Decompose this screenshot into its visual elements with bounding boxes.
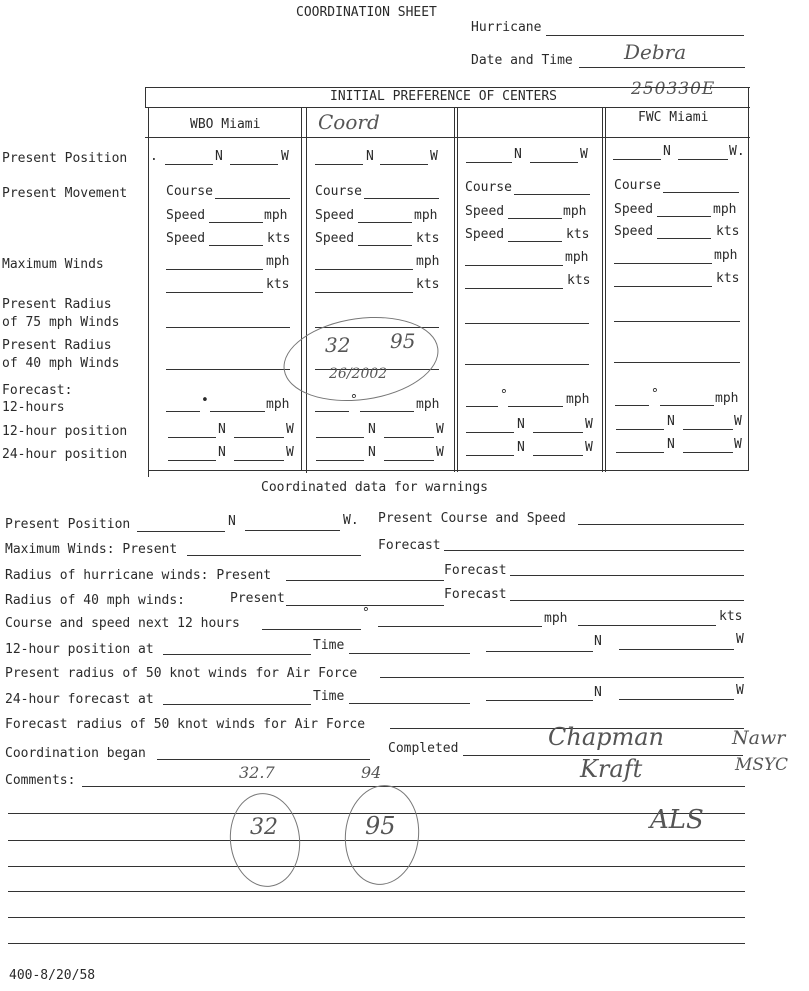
row-label-24-hour-position: 24-hour position bbox=[2, 447, 128, 462]
hurricane-field[interactable] bbox=[546, 35, 744, 36]
table-right-border bbox=[748, 87, 749, 471]
coord-pos24-lon-field[interactable] bbox=[384, 460, 434, 461]
coord-note-oval bbox=[278, 308, 444, 411]
form-id: 400-8/20/58 bbox=[9, 968, 96, 983]
wbo-mph-unit: mph bbox=[264, 208, 288, 223]
cd-radius50-af-label: Present radius of 50 knot winds for Air Force bbox=[5, 666, 358, 681]
row-label-12-hour-position: 12-hour position bbox=[2, 424, 128, 439]
row-label-12-hours: 12-hours bbox=[2, 400, 65, 415]
cd-pos12-at-field[interactable] bbox=[163, 654, 311, 655]
cd-max-winds-label: Maximum Winds: Present bbox=[5, 542, 178, 557]
comment-circled-lon: 95 bbox=[365, 812, 396, 840]
hurricane-handwritten: Debra bbox=[624, 40, 687, 64]
fwc-pos12-lat-field[interactable] bbox=[616, 429, 664, 430]
wbo-maxwind-kts-field[interactable] bbox=[166, 292, 263, 293]
coord-maxwind-kts-field[interactable] bbox=[315, 292, 413, 293]
coord-speed-kts-field[interactable] bbox=[358, 245, 412, 246]
comment-number-lat: 32.7 bbox=[239, 763, 275, 782]
col3-speed-kts-field[interactable] bbox=[508, 241, 562, 242]
cd-max-winds-forecast-label: Forecast bbox=[378, 538, 441, 553]
table-header-border bbox=[145, 107, 750, 108]
wbo-maxwind-kts-unit: kts bbox=[266, 277, 290, 292]
cd-forecast24-time-field[interactable] bbox=[349, 703, 470, 704]
wbo-speed-mph-label: Speed bbox=[166, 208, 206, 223]
cd-course-next-field[interactable] bbox=[262, 629, 361, 630]
form-title: COORDINATION SHEET bbox=[296, 5, 437, 20]
wbo-position-lat-field[interactable] bbox=[165, 164, 213, 165]
coord-forecast-speed-field[interactable] bbox=[360, 411, 414, 412]
wbo-course-field[interactable] bbox=[215, 198, 290, 199]
cd-present-position-label: Present Position bbox=[5, 517, 131, 532]
wbo-pos24-lat-field[interactable] bbox=[168, 460, 216, 461]
column-header-coord: Coord bbox=[318, 110, 380, 134]
cd-course-speed-next-label: Course and speed next 12 hours bbox=[5, 616, 240, 631]
cd-present-position-lat-field[interactable] bbox=[137, 531, 225, 532]
col3-radius40-field[interactable] bbox=[465, 364, 589, 365]
signature-chapman: Chapman bbox=[548, 723, 665, 751]
signature-msyc: MSYC bbox=[735, 755, 788, 775]
cd-present-course-speed-field[interactable] bbox=[578, 524, 744, 525]
wbo-speed-kts-label: Speed bbox=[166, 231, 206, 246]
cd-completed-label: Completed bbox=[388, 741, 459, 756]
wbo-forecast-dir-field[interactable] bbox=[166, 411, 200, 412]
cd-forecast24-at-field[interactable] bbox=[163, 704, 311, 705]
fwc-position-lat-field[interactable] bbox=[613, 159, 661, 160]
col3-radius75-field[interactable] bbox=[465, 323, 589, 324]
cd-speed-next-mph-field[interactable] bbox=[378, 626, 542, 627]
cd-present-position-lon-field[interactable] bbox=[245, 530, 340, 531]
hurricane-label: Hurricane bbox=[471, 20, 542, 35]
fwc-course-field[interactable] bbox=[663, 192, 739, 193]
comments-line-5[interactable] bbox=[8, 891, 745, 892]
coord-note-lon: 95 bbox=[390, 329, 416, 353]
fwc-forecast-speed-field[interactable] bbox=[660, 405, 714, 406]
comments-line-6[interactable] bbox=[8, 917, 745, 918]
col3-pos12-lon-field[interactable] bbox=[533, 432, 583, 433]
coord-speed-mph-field[interactable] bbox=[358, 222, 412, 223]
col3-speed-mph-field[interactable] bbox=[508, 218, 562, 219]
coord-pos24-lat-field[interactable] bbox=[316, 460, 364, 461]
cd-forecast24-lat-field[interactable] bbox=[486, 700, 593, 701]
cd-radius40-forecast-field[interactable] bbox=[510, 600, 744, 601]
row-label-maximum-winds: Maximum Winds bbox=[2, 257, 104, 272]
date-time-field[interactable] bbox=[579, 67, 745, 68]
column-header-wbo: WBO Miami bbox=[190, 117, 261, 132]
signature-nawr: Nawr bbox=[732, 727, 786, 749]
cd-forecast24-label: 24-hour forecast at bbox=[5, 692, 154, 707]
cd-speed-next-kts-field[interactable] bbox=[578, 625, 716, 626]
cd-pos12-label: 12-hour position at bbox=[5, 642, 154, 657]
row-label-present-position: Present Position bbox=[2, 151, 128, 166]
signature-als: ALS bbox=[650, 805, 704, 835]
col3-maxwind-kts-field[interactable] bbox=[465, 288, 563, 289]
table-left-border bbox=[148, 107, 149, 477]
cd-pos12-lat-field[interactable] bbox=[486, 651, 593, 652]
row-label-radius75-2: of 75 mph Winds bbox=[2, 315, 120, 330]
cd-max-winds-present-field[interactable] bbox=[187, 555, 361, 556]
comment-oval-1 bbox=[225, 790, 304, 891]
table-bottom-border bbox=[148, 470, 748, 471]
fwc-radius75-field[interactable] bbox=[614, 321, 740, 322]
col3-position-lat-field[interactable] bbox=[466, 162, 512, 163]
wbo-radius75-field[interactable] bbox=[166, 327, 290, 328]
wbo-pos12-lat-field[interactable] bbox=[168, 437, 216, 438]
wbo-maxwind-mph-field[interactable] bbox=[166, 269, 263, 270]
fwc-forecast-dir-field[interactable] bbox=[615, 405, 649, 406]
cd-forecast24-lon-field[interactable] bbox=[619, 699, 734, 700]
coord-note-time: 26/2002 bbox=[329, 366, 388, 382]
row-label-forecast: Forecast: bbox=[2, 383, 73, 398]
cd-radius-hurricane-label: Radius of hurricane winds: Present bbox=[5, 568, 272, 583]
cd-coordination-began-label: Coordination began bbox=[5, 746, 146, 761]
wbo-forecast-speed-field[interactable] bbox=[210, 411, 265, 412]
comments-line-7[interactable] bbox=[8, 943, 745, 944]
wbo-position-w: W bbox=[281, 149, 289, 164]
wbo-pos12-lon-field[interactable] bbox=[234, 437, 284, 438]
datetime-handwritten: 250330E bbox=[631, 79, 716, 99]
table-top-border bbox=[145, 87, 750, 88]
coord-pos12-lon-field[interactable] bbox=[384, 437, 434, 438]
row-label-radius40-1: Present Radius bbox=[2, 338, 112, 353]
wbo-speed-mph-field[interactable] bbox=[209, 222, 263, 223]
col3-course-field[interactable] bbox=[514, 194, 590, 195]
coord-forecast-dir-field[interactable] bbox=[315, 411, 349, 412]
signature-kraft: Kraft bbox=[580, 755, 643, 783]
coord-position-lat-field[interactable] bbox=[315, 164, 363, 165]
col3-forecast-speed-field[interactable] bbox=[508, 406, 563, 407]
table-header-title: INITIAL PREFERENCE OF CENTERS bbox=[330, 89, 557, 104]
cd-radius40-label: Radius of 40 mph winds: bbox=[5, 593, 186, 608]
coord-note-lat: 32 bbox=[325, 333, 351, 357]
fwc-pos24-lon-field[interactable] bbox=[683, 452, 733, 453]
fwc-maxwind-kts-field[interactable] bbox=[614, 286, 712, 287]
comment-circled-lat: 32 bbox=[250, 815, 278, 840]
comment-number-lon: 94 bbox=[361, 763, 382, 782]
coord-pos12-lat-field[interactable] bbox=[316, 437, 364, 438]
row-label-present-movement: Present Movement bbox=[2, 186, 128, 201]
wbo-kts-unit: kts bbox=[267, 231, 291, 246]
cd-coordination-began-field[interactable] bbox=[157, 759, 370, 760]
cd-max-winds-forecast-field[interactable] bbox=[444, 550, 744, 551]
fwc-speed-mph-field[interactable] bbox=[657, 216, 711, 217]
wbo-position-lon-field[interactable] bbox=[230, 164, 278, 165]
fwc-position-lon-field[interactable] bbox=[678, 159, 728, 160]
comments-line-1[interactable] bbox=[82, 786, 745, 787]
cd-comments-label: Comments: bbox=[5, 773, 76, 788]
coord-course-field[interactable] bbox=[364, 198, 439, 199]
coord-maxwind-mph-field[interactable] bbox=[315, 269, 413, 270]
cd-radius-hurricane-present-field[interactable] bbox=[286, 580, 444, 581]
wbo-speed-kts-field[interactable] bbox=[209, 245, 263, 246]
col3-forecast-dir-field[interactable] bbox=[466, 406, 498, 407]
column-header-fwc: FWC Miami bbox=[638, 110, 709, 125]
col3-position-lon-field[interactable] bbox=[530, 162, 578, 163]
cd-pos12-lon-field[interactable] bbox=[619, 649, 734, 650]
fwc-maxwind-mph-field[interactable] bbox=[614, 263, 712, 264]
wbo-forecast-mph-unit: mph bbox=[266, 397, 290, 412]
col3-pos24-lon-field[interactable] bbox=[533, 455, 583, 456]
fwc-radius40-field[interactable] bbox=[614, 362, 740, 363]
cd-pos12-time-field[interactable] bbox=[349, 653, 470, 654]
cd-forecast-radius50-af-label: Forecast radius of 50 knot winds for Air Force bbox=[5, 717, 366, 732]
cd-radius-hurricane-forecast-field[interactable] bbox=[510, 575, 744, 576]
wbo-maxwind-mph-unit: mph bbox=[266, 254, 290, 269]
fwc-pos24-lat-field[interactable] bbox=[616, 452, 664, 453]
coordinated-title: Coordinated data for warnings bbox=[261, 480, 488, 495]
wbo-radius40-field[interactable] bbox=[166, 369, 290, 370]
cd-present-course-speed-label: Present Course and Speed bbox=[378, 511, 566, 526]
wbo-course-label: Course bbox=[166, 184, 213, 199]
row-label-radius40-2: of 40 mph Winds bbox=[2, 356, 120, 371]
table-subheader-border bbox=[145, 137, 750, 138]
col3-maxwind-mph-field[interactable] bbox=[465, 265, 563, 266]
wbo-position-n: N bbox=[215, 149, 223, 164]
cd-radius50-af-field[interactable] bbox=[380, 677, 744, 678]
fwc-speed-kts-field[interactable] bbox=[657, 238, 711, 239]
col3-pos24-lat-field[interactable] bbox=[466, 455, 514, 456]
date-time-label: Date and Time bbox=[471, 53, 573, 68]
fwc-pos12-lon-field[interactable] bbox=[683, 429, 733, 430]
wbo-pos24-lon-field[interactable] bbox=[234, 460, 284, 461]
row-label-radius75-1: Present Radius bbox=[2, 297, 112, 312]
coord-position-lon-field[interactable] bbox=[380, 164, 428, 165]
col3-pos12-lat-field[interactable] bbox=[466, 432, 514, 433]
